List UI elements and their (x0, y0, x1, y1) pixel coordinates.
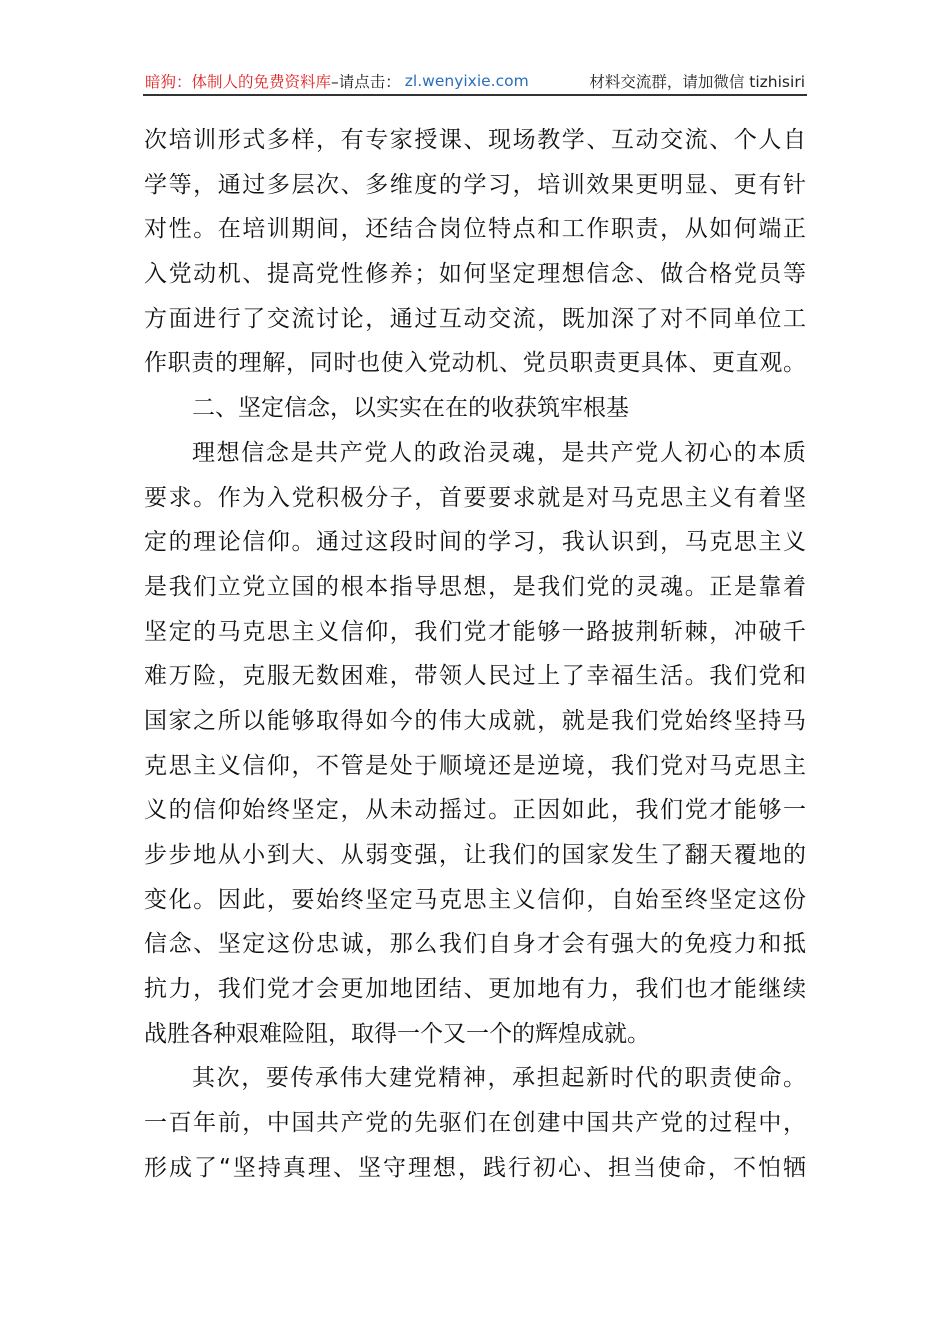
text-line: 形成了“坚持真理、坚守理想，践行初心、担当使命，不怕牺 (144, 1154, 806, 1181)
text-line: 变化。因此，要始终坚定马克思主义信仰，自始至终坚定这份 (144, 886, 806, 913)
text-line: 克思主义信仰，不管是处于顺境还是逆境，我们党对马克思主 (144, 752, 806, 779)
text-line: 入党动机、提高党性修养；如何坚定理想信念、做合格党员等 (144, 261, 806, 288)
text-line: 次培训形式多样，有专家授课、现场教学、互动交流、个人自 (144, 127, 806, 153)
text-line: 信念、坚定这份忠诚，那么我们自身才会有强大的免疫力和抵 (144, 931, 806, 958)
text-line: 抗力，我们党才会更加地团结、更加地有力，我们也才能继续 (144, 976, 806, 1003)
document-body (144, 118, 806, 1191)
text-line: 定的理论信仰。通过这段时间的学习，我认识到，马克思主义 (144, 529, 806, 556)
text-line: 作职责的理解，同时也使入党动机、党员职责更具体、更直观。 (144, 350, 806, 377)
text-line: 方面进行了交流讨论，通过互动交流，既加深了对不同单位工 (144, 305, 806, 332)
text-line: 战胜各种艰难险阻，取得一个又一个的辉煌成就。 (144, 1020, 650, 1047)
header-wechat-note: 材料交流群，请加微信 tizhisiri (589, 73, 805, 91)
text-line: 学等，通过多层次、多维度的学习，培训效果更明显、更有针 (144, 171, 806, 198)
text-line: 对性。在培训期间，还结合岗位特点和工作职责，从如何端正 (144, 216, 806, 243)
section-heading: 二、坚定信念，以实实在在的收获筑牢根基 (192, 395, 629, 422)
text-line: 要求。作为入党积极分子，首要要求就是对马克思主义有着坚 (144, 484, 806, 511)
page-header (145, 68, 805, 94)
text-line: 坚定的马克思主义信仰，我们党才能够一路披荆斩棘，冲破千 (144, 618, 806, 645)
header-brand: 暗狗：体制人的免费资料库 (145, 73, 332, 91)
text-line: 义的信仰始终坚定，从未动摇过。正因如此，我们党才能够一 (144, 797, 806, 824)
text-line: 国家之所以能够取得如今的伟大成就，就是我们党始终坚持马 (144, 707, 806, 734)
header-url-link[interactable]: zl.wenyixie.com (404, 72, 529, 90)
text-line: 步步地从小到大、从弱变强，让我们的国家发生了翻天覆地的 (144, 842, 806, 868)
header-click-prompt: –请点击： (331, 73, 401, 91)
text-line: 难万险，克服无数困难，带领人民过上了幸福生活。我们党和 (144, 663, 806, 690)
text-line: 理想信念是共产党人的政治灵魂，是共产党人初心的本质 (192, 439, 806, 466)
text-line: 是我们立党立国的根本指导思想，是我们党的灵魂。正是靠着 (144, 573, 806, 600)
header-divider (143, 94, 807, 96)
text-line: 其次，要传承伟大建党精神，承担起新时代的职责使命。 (192, 1065, 806, 1092)
text-line: 一百年前，中国共产党的先驱们在创建中国共产党的过程中， (144, 1110, 806, 1137)
